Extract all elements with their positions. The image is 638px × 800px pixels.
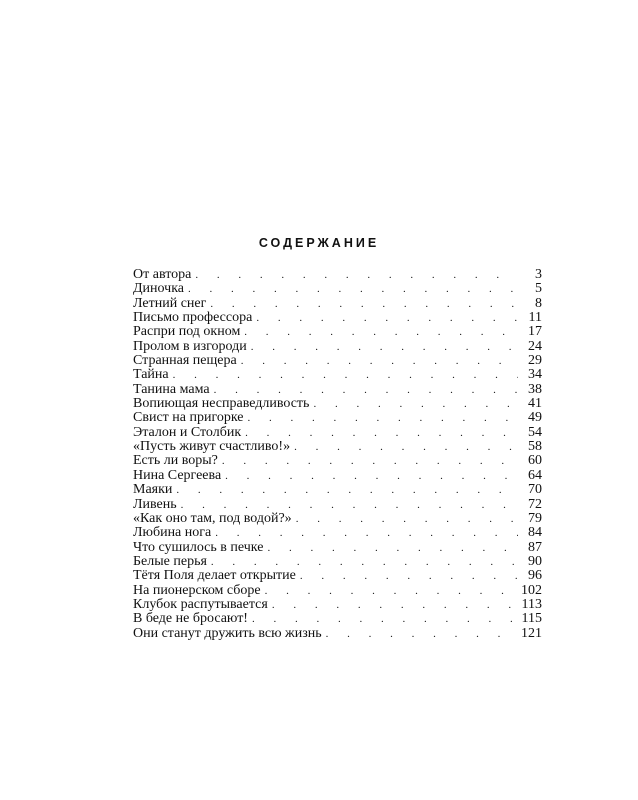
toc-entry-page-number: 70 — [528, 482, 542, 498]
toc-entry-page-number: 3 — [535, 267, 542, 282]
dot-leader — [296, 512, 518, 526]
toc-entry-page-number: 79 — [528, 510, 542, 526]
toc-entry — [133, 440, 542, 454]
dot-leader — [265, 584, 518, 598]
dot-leader — [267, 541, 518, 555]
toc-entry-title: Что сушилось в печке — [133, 539, 264, 555]
dot-leader — [181, 498, 518, 512]
dot-leader — [300, 569, 518, 583]
toc-entry-title: Клубок распутывается — [133, 596, 268, 612]
dot-leader — [244, 325, 518, 339]
toc-entry — [133, 483, 542, 497]
toc-entry — [133, 555, 542, 569]
toc-entry — [133, 282, 542, 296]
toc-entry-title: Летний снег — [133, 295, 207, 311]
toc-entry — [133, 368, 542, 382]
toc-entry — [133, 584, 542, 598]
dot-leader — [176, 483, 518, 497]
toc-entry — [133, 454, 542, 468]
toc-entry-title: Тётя Поля делает открытие — [133, 568, 296, 584]
toc-entry-title: Странная пещера — [133, 353, 237, 369]
toc-entry-title: Они станут дружить всю жизнь — [133, 625, 322, 641]
toc-entry-title: Диночка — [133, 281, 185, 297]
toc-entry — [133, 268, 542, 282]
dot-leader — [248, 411, 518, 425]
dot-leader — [326, 627, 518, 641]
dot-leader — [210, 297, 518, 311]
toc-entry-title: Есть ли воры? — [133, 453, 218, 469]
dot-leader — [225, 469, 518, 483]
toc-entry-page-number: 49 — [528, 410, 542, 426]
toc-entry-title: От автора — [133, 267, 192, 282]
toc-entry-title: Вопиющая несправедливость — [133, 396, 310, 412]
toc-entry-title: В беде не бросают! — [133, 611, 248, 627]
dot-leader — [252, 612, 518, 626]
toc-entry — [133, 397, 542, 411]
toc-entry — [133, 498, 542, 512]
toc-entry-title: Распри под окном — [133, 324, 241, 340]
toc-entry-page-number: 87 — [528, 539, 542, 555]
toc-entry-title: На пионерском сборе — [133, 582, 261, 598]
toc-entry-title: Маяки — [133, 482, 173, 498]
dot-leader — [251, 340, 518, 354]
page-title: СОДЕРЖАНИЕ — [258, 236, 380, 250]
toc-entry-page-number: 38 — [528, 381, 542, 397]
toc-entry — [133, 469, 542, 483]
dot-leader — [211, 555, 518, 569]
toc-entry-page-number: 41 — [528, 396, 542, 412]
toc-entry-title: Танина мама — [133, 381, 210, 397]
toc-entry-title: Эталон и Столбик — [133, 424, 242, 440]
toc-entry-title: Нина Сергеева — [133, 467, 222, 483]
toc-entry-page-number: 121 — [521, 625, 542, 641]
toc-entry — [133, 598, 542, 612]
dot-leader — [245, 426, 518, 440]
toc-entry — [133, 612, 542, 626]
toc-entry — [133, 526, 542, 540]
toc-entry-page-number: 58 — [528, 439, 542, 455]
toc-entry — [133, 383, 542, 397]
toc-entry-title: Ливень — [133, 496, 177, 512]
dot-leader — [313, 397, 518, 411]
table-of-contents — [133, 268, 542, 641]
toc-entry-page-number: 11 — [528, 310, 542, 326]
toc-entry-title: Свист на пригорке — [133, 410, 244, 426]
toc-entry-title: Пролом в изгороди — [133, 338, 247, 354]
toc-entry-page-number: 84 — [528, 525, 542, 541]
toc-entry — [133, 512, 542, 526]
dot-leader — [241, 354, 518, 368]
toc-entry-page-number: 72 — [528, 496, 542, 512]
toc-entry-title: «Как оно там, под водой?» — [133, 510, 292, 526]
toc-entry-page-number: 8 — [535, 295, 542, 311]
toc-entry-page-number: 113 — [521, 596, 542, 612]
toc-entry-title: Тайна — [133, 367, 169, 383]
dot-leader — [222, 454, 518, 468]
toc-entry — [133, 354, 542, 368]
toc-entry-title: «Пусть живут счастливо!» — [133, 439, 291, 455]
toc-entry-page-number: 29 — [528, 353, 542, 369]
dot-leader — [215, 526, 518, 540]
toc-entry-page-number: 5 — [535, 281, 542, 297]
dot-leader — [195, 268, 518, 282]
dot-leader — [256, 311, 518, 325]
toc-entry — [133, 411, 542, 425]
dot-leader — [173, 368, 518, 382]
toc-entry-page-number: 54 — [528, 424, 542, 440]
toc-entry — [133, 426, 542, 440]
toc-entry-page-number: 102 — [521, 582, 542, 598]
dot-leader — [294, 440, 518, 454]
toc-entry — [133, 627, 542, 641]
toc-entry — [133, 325, 542, 339]
toc-entry-page-number: 115 — [521, 611, 542, 627]
toc-entry-page-number: 64 — [528, 467, 542, 483]
toc-entry-page-number: 34 — [528, 367, 542, 383]
toc-entry — [133, 569, 542, 583]
toc-entry — [133, 311, 542, 325]
toc-entry-page-number: 90 — [528, 553, 542, 569]
toc-entry-title: Белые перья — [133, 553, 207, 569]
toc-entry-page-number: 24 — [528, 338, 542, 354]
dot-leader — [272, 598, 518, 612]
toc-entry-title: Письмо профессора — [133, 310, 253, 326]
dot-leader — [188, 282, 518, 296]
toc-entry-page-number: 60 — [528, 453, 542, 469]
toc-entry — [133, 297, 542, 311]
dot-leader — [214, 383, 518, 397]
toc-entry-page-number: 96 — [528, 568, 542, 584]
toc-entry-page-number: 17 — [528, 324, 542, 340]
toc-entry-title: Любина нога — [133, 525, 212, 541]
toc-entry — [133, 340, 542, 354]
toc-entry — [133, 541, 542, 555]
